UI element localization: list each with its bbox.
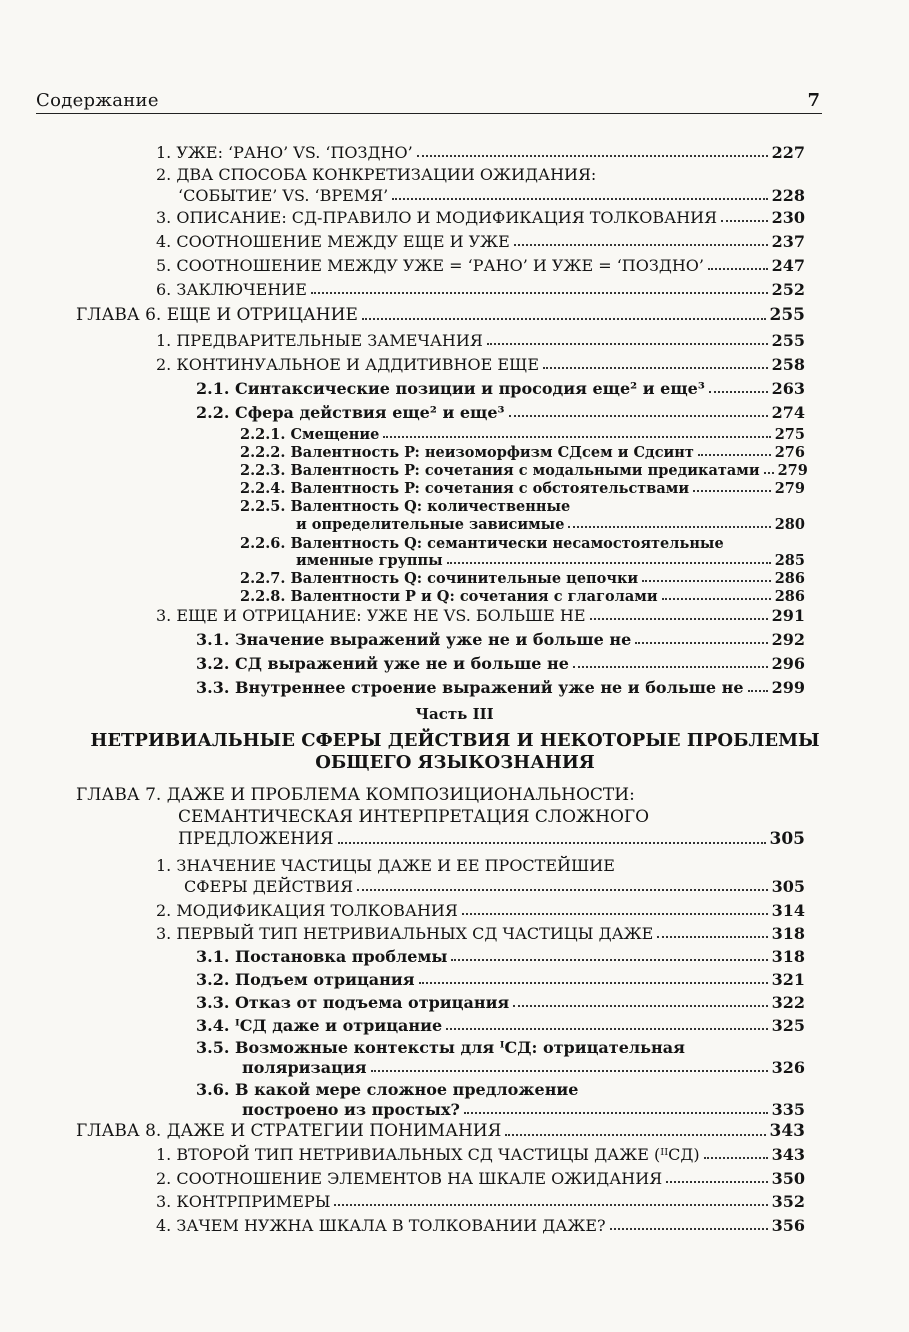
toc-entry-page: 352 [771,1192,805,1211]
toc-entry-title: 5. СООТНОШЕНИЕ МЕЖДУ УЖЕ = ‘РАНО’ И УЖЕ = ‘ПОЗДНО’ [156,256,705,275]
leader-dots [666,1181,767,1183]
toc-entry [296,516,805,533]
toc-entry-page: 274 [771,403,805,422]
leader-dots [505,1134,765,1136]
toc-entry-page: 227 [771,143,805,162]
toc-entry [156,256,805,275]
toc-entry [156,331,805,350]
leader-dots [698,454,771,456]
toc-entry [196,970,805,989]
leader-dots [568,526,770,528]
toc-entry [196,403,805,422]
toc-chapter [178,829,805,849]
running-header [36,86,822,116]
toc-entry-page: 247 [771,256,805,275]
toc-entry-title-line1: 1. ЗНАЧЕНИЕ ЧАСТИЦЫ ДАЖЕ И ЕЕ ПРОСТЕЙШИЕ [156,856,615,875]
toc-entry-page: 292 [771,630,805,649]
toc-entry [156,355,805,374]
toc-entry [240,426,805,443]
toc-entry-title: СФЕРЫ ДЕЙСТВИЯ [184,877,353,896]
toc-entry-title: построено из простых? [242,1100,460,1119]
toc-entry [242,1100,805,1119]
leader-dots [543,367,768,369]
toc-entry [156,924,805,943]
toc-entry [178,186,805,205]
toc-entry-title: 3.1. Постановка проблемы [196,947,448,966]
leader-dots [464,1112,768,1114]
toc-entry-title: 1. УЖЕ: ‘РАНО’ VS. ‘ПОЗДНО’ [156,143,413,162]
toc-entry-title: поляризация [242,1058,367,1077]
leader-dots [447,562,771,564]
toc-entry-page: 299 [771,678,805,697]
toc-entry-page: 286 [774,570,805,587]
toc-entry-page: 263 [771,379,805,398]
toc-entry-page: 305 [769,829,805,849]
leader-dots [704,1157,768,1159]
toc-entry-page: 279 [777,462,808,479]
toc-entry-title: 3. КОНТРПРИМЕРЫ [156,1192,331,1211]
toc-entry-page: 325 [771,1016,805,1035]
leader-dots [487,343,768,345]
toc-entry-page: 291 [771,606,805,625]
toc-entry [156,606,805,625]
toc-entry-title: 2. СООТНОШЕНИЕ ЭЛЕМЕНТОВ НА ШКАЛЕ ОЖИДАНИЯ [156,1169,663,1188]
toc-entry-title-line1: 3.5. Возможные контексты для ᴵСД: отрицательная [196,1038,685,1057]
leader-dots [610,1228,768,1230]
toc-entry-title: 1. ВТОРОЙ ТИП НЕТРИВИАЛЬНЫХ СД ЧАСТИЦЫ ДАЖЕ (ᴵᴵСД) [156,1145,700,1164]
toc-entry-title: 3.3. Отказ от подъема отрицания [196,993,510,1012]
toc-entry-title: 2.2.7. Валентность Q: сочинительные цепочки [240,570,639,587]
toc-entry-title: 6. ЗАКЛЮЧЕНИЕ [156,280,307,299]
toc-entry-page: 280 [774,516,805,533]
toc-entry-title: 1. ПРЕДВАРИТЕЛЬНЫЕ ЗАМЕЧАНИЯ [156,331,483,350]
toc-entry-title: 4. СООТНОШЕНИЕ МЕЖДУ ЕЩЕ И УЖЕ [156,232,510,251]
header-rule [36,113,822,114]
leader-dots [642,580,771,582]
toc-chapter-title: ГЛАВА 8. ДАЖЕ И СТРАТЕГИИ ПОНИМАНИЯ [76,1121,502,1141]
toc-chapter-title: ГЛАВА 6. ЕЩЕ И ОТРИЦАНИЕ [76,305,358,325]
toc-entry-title: 3.3. Внутреннее строение выражений уже не и больше не [196,678,744,697]
toc-entry-page: 356 [771,1216,805,1235]
toc-entry-page: 228 [771,186,805,205]
toc-entry-title: 2.2.8. Валентности P и Q: сочетания с глаголами [240,588,658,605]
leader-dots [419,982,768,984]
leader-dots [513,1005,767,1007]
header-title: Содержание [36,90,159,111]
toc-entry [156,901,805,920]
leader-dots [721,220,768,222]
toc-entry [196,993,805,1012]
toc-entry [156,1192,805,1211]
toc-entry-page: 350 [771,1169,805,1188]
toc-entry-page: 314 [771,901,805,920]
toc-chapter [76,1121,805,1141]
toc-entry-title: 2.2. Сфера действия еще² и еще³ [196,403,505,422]
toc-entry-title: 2.2.1. Смещение [240,426,380,443]
leader-dots [509,415,768,417]
part-label: Часть III [415,705,494,723]
toc-entry [196,654,805,673]
leader-dots [417,155,768,157]
toc-entry-title: 2.1. Синтаксические позиции и просодия еще² и еще³ [196,379,705,398]
toc-entry-page: 335 [771,1100,805,1119]
toc-entry-page: 258 [771,355,805,374]
toc-entry [184,877,805,896]
leader-dots [462,913,768,915]
leader-dots [764,472,774,474]
toc-entry-title: 3.2. СД выражений уже не и больше не [196,654,569,673]
leader-dots [635,642,767,644]
leader-dots [446,1028,767,1030]
toc-entry-title: 2. МОДИФИКАЦИЯ ТОЛКОВАНИЯ [156,901,458,920]
toc-entry [242,1058,805,1077]
leader-dots [708,268,768,270]
toc-entry-title: 4. ЗАЧЕМ НУЖНА ШКАЛА В ТОЛКОВАНИИ ДАЖЕ? [156,1216,606,1235]
part-title-line2: ОБЩЕГО ЯЗЫКОЗНАНИЯ [315,752,595,773]
toc-entry [240,444,805,461]
toc-entry [156,1145,805,1164]
toc-entry-page: 321 [771,970,805,989]
toc-entry-page: 322 [771,993,805,1012]
toc-entry-page: 230 [771,208,805,227]
toc-entry-title: 2.2.3. Валентность P: сочетания с модальными предикатами [240,462,760,479]
leader-dots [573,666,768,668]
leader-dots [590,618,768,620]
toc-entry-title: 2.2.4. Валентность P: сочетания с обстоятельствами [240,480,690,497]
toc-entry [196,630,805,649]
toc-entry [196,379,805,398]
toc-entry [196,947,805,966]
leader-dots [657,936,767,938]
toc-entry-page: 326 [771,1058,805,1077]
toc-entry-page: 318 [771,947,805,966]
leader-dots [709,391,768,393]
toc-entry-page: 275 [774,426,805,443]
toc-entry [156,280,805,299]
toc-entry-page: 296 [771,654,805,673]
toc-chapter-title-line1: ГЛАВА 7. ДАЖЕ И ПРОБЛЕМА КОМПОЗИЦИОНАЛЬНОСТИ: [76,785,635,805]
leader-dots [334,1204,767,1206]
toc-entry [240,588,805,605]
leader-dots [748,690,768,692]
toc-entry [196,678,805,697]
toc-entry [156,143,805,162]
leader-dots [662,598,771,600]
page-number: 7 [807,90,820,111]
toc-entry-page: 255 [771,331,805,350]
toc-entry [156,1216,805,1235]
leader-dots [357,889,768,891]
toc-entry-page: 255 [769,305,805,325]
toc-entry-title: 3.4. ᴵСД даже и отрицание [196,1016,443,1035]
toc-chapter-title-line2: СЕМАНТИЧЕСКАЯ ИНТЕРПРЕТАЦИЯ СЛОЖНОГО [178,807,650,827]
toc-entry-page: 276 [774,444,805,461]
leader-dots [362,318,766,320]
leader-dots [371,1070,768,1072]
toc-entry-page: 237 [771,232,805,251]
toc-entry-title: 2.2.2. Валентность P: неизоморфизм СДсем и Сдсинт [240,444,694,461]
toc-entry-page: 279 [774,480,805,497]
leader-dots [311,292,768,294]
toc-entry-page: 285 [774,552,805,569]
leader-dots [383,436,770,438]
toc-entry-title: ‘СОБЫТИЕ’ VS. ‘ВРЕМЯ’ [178,186,389,205]
toc-entry-page: 318 [771,924,805,943]
toc-entry-page: 343 [771,1145,805,1164]
toc-chapter [76,305,805,325]
toc-entry-title: 3. ПЕРВЫЙ ТИП НЕТРИВИАЛЬНЫХ СД ЧАСТИЦЫ ДАЖЕ [156,924,654,943]
toc-entry [156,1169,805,1188]
toc-entry-title-line1: 3.6. В какой мере сложное предложение [196,1080,579,1099]
leader-dots [514,244,768,246]
toc-entry-title: 3.2. Подъем отрицания [196,970,415,989]
toc-chapter-title: ПРЕДЛОЖЕНИЯ [178,829,334,849]
toc-entry-title: 3.1. Значение выражений уже не и больше не [196,630,632,649]
toc-entry-title-line1: 2.2.6. Валентность Q: семантически несамостоятельные [240,535,724,552]
leader-dots [392,198,767,200]
toc-entry-page: 252 [771,280,805,299]
toc-entry-title: именные группы [296,552,443,569]
toc-entry-title-line1: 2. ДВА СПОСОБА КОНКРЕТИЗАЦИИ ОЖИДАНИЯ: [156,165,597,184]
toc-entry [240,462,808,479]
toc-entry-title-line1: 2.2.5. Валентность Q: количественные [240,498,571,515]
leader-dots [451,959,767,961]
toc-entry [196,1016,805,1035]
toc-entry [156,232,805,251]
part-title-line1: НЕТРИВИАЛЬНЫЕ СФЕРЫ ДЕЙСТВИЯ И НЕКОТОРЫЕ ПРОБЛЕМЫ [90,730,820,751]
toc-entry-title: 2. КОНТИНУАЛЬНОЕ И АДДИТИВНОЕ ЕЩЕ [156,355,539,374]
toc-entry-page: 305 [771,877,805,896]
toc-entry [240,570,805,587]
toc-entry-title: и определительные зависимые [296,516,565,533]
leader-dots [338,842,766,844]
toc-entry-title: 3. ОПИСАНИЕ: СД-ПРАВИЛО И МОДИФИКАЦИЯ ТОЛКОВАНИЯ [156,208,718,227]
toc-entry-page: 286 [774,588,805,605]
leader-dots [693,490,771,492]
toc-entry [296,552,805,569]
toc-entry [156,208,805,227]
toc-entry [240,480,805,497]
toc-entry-page: 343 [769,1121,805,1141]
toc-entry-title: 3. ЕЩЕ И ОТРИЦАНИЕ: УЖЕ НЕ VS. БОЛЬШЕ НЕ [156,606,586,625]
